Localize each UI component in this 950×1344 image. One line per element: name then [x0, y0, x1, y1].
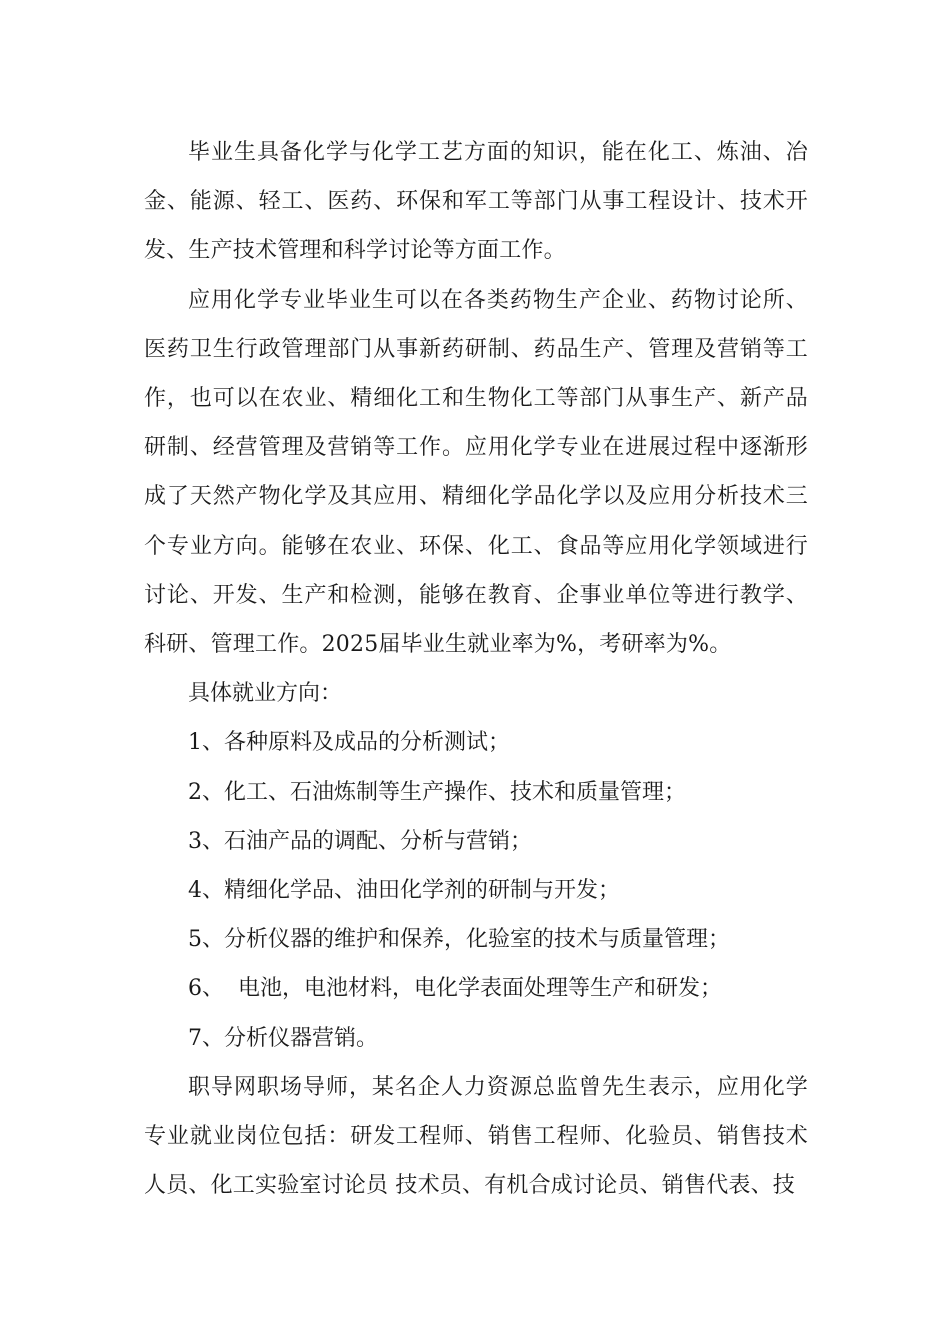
paragraph-graduate-skills: 毕业生具备化学与化学工艺方面的知识，能在化工、炼油、冶金、能源、轻工、医药、环保和军工等部门从事工程设计、技术开发、生产技术管理和科学讨论等方面工作。	[144, 140, 808, 264]
direction-item-6: 6、 电池，电池材料，电化学表面处理等生产和研发；	[188, 976, 722, 1002]
paragraph-job-positions: 职导网职场导师，某名企人力资源总监曾先生表示，应用化学专业就业岗位包括：研发工程师、销售工程师、化验员、销售技术人员、化工实验室讨论员 技术员、有机合成讨论员、销售代表、技	[144, 1074, 808, 1199]
direction-item-2: 2、化工、石油炼制等生产操作、技术和质量管理；	[188, 779, 686, 805]
paragraph-applied-chemistry: 应用化学专业毕业生可以在各类药物生产企业、药物讨论所、医药卫生行政管理部门从事新药研制、药品生产、管理及营销等工作，也可以在农业、精细化工和生物化工等部门从事生产、新产品研制、经营管理及营销等工作。应用化学专业在进展过程中逐渐形成了天然产物化学及其应用、精细化学品化学以及应用分析技术三个专业方向。能够在农业、环保、化工、食品等应用化学领域进行讨论、开发、生产和检测，能够在教育、企事业单位等进行教学、科研、管理工作。2025届毕业生就业率为%，考研率为%。	[144, 287, 808, 658]
direction-item-1: 1、各种原料及成品的分析测试；	[188, 730, 510, 756]
direction-item-7: 7、分析仪器营销。	[188, 1025, 378, 1051]
directions-heading: 具体就业方向：	[188, 681, 343, 707]
direction-item-5: 5、分析仪器的维护和保养，化验室的技术与质量管理；	[188, 927, 730, 953]
direction-item-4: 4、精细化学品、油田化学剂的研制与开发；	[188, 878, 620, 904]
document-body	[144, 128, 808, 1210]
direction-item-3: 3、石油产品的调配、分析与营销；	[188, 828, 532, 854]
